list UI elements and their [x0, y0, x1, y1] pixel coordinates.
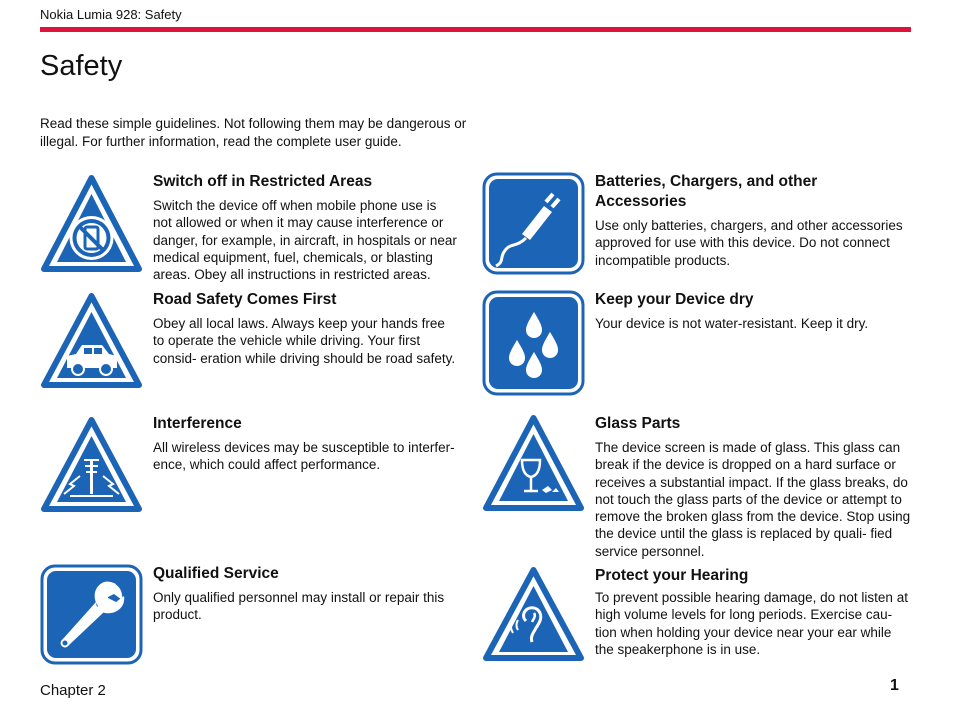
- charger-plug-icon: [482, 172, 585, 275]
- antenna-interference-icon: [40, 414, 143, 514]
- section-title: Batteries, Chargers, and other Accessories: [595, 173, 818, 210]
- section-restricted-areas: [40, 172, 470, 287]
- section-title: Interference: [153, 415, 242, 432]
- footer-chapter: Chapter 2: [40, 682, 106, 699]
- section-batteries: [482, 172, 912, 282]
- header-title: Nokia Lumia 928: Safety: [40, 7, 182, 22]
- section-body: The device screen is made of glass. This glass can break if the device is dropped on a hard surface or receives a substantial impact. If the glass breaks, do not touch the glass parts of the device or attempt to remove the broken glass from the device. Stop using the device until the glass is replaced by quali- fied service personnel.: [595, 440, 911, 559]
- ear-icon: [482, 566, 585, 664]
- section-title: Keep your Device dry: [595, 291, 754, 308]
- intro-text: Read these simple guidelines. Not following them may be dangerous or illegal. For further information, read the complete user guide.: [40, 116, 467, 149]
- section-title: Qualified Service: [153, 565, 279, 582]
- section-body: Use only batteries, chargers, and other accessories approved for use with this device. Do not connect incompatible products.: [595, 218, 903, 268]
- section-keep-dry: [482, 290, 912, 400]
- broken-glass-icon: [482, 414, 585, 514]
- red-rule: [40, 27, 911, 32]
- section-title: Road Safety Comes First: [153, 291, 337, 308]
- water-drops-icon: [482, 290, 585, 396]
- section-title: Glass Parts: [595, 415, 681, 432]
- page-title: Safety: [40, 50, 123, 82]
- section-body: All wireless devices may be susceptible to interfer- ence, which could affect performance.: [153, 440, 455, 473]
- section-body: Obey all local laws. Always keep your hands free to operate the vehicle while driving. Your first consid- eration while driving should be road safety.: [153, 316, 456, 366]
- wrench-icon: [40, 564, 143, 665]
- section-glass-parts: [482, 414, 912, 564]
- section-title: Switch off in Restricted Areas: [153, 173, 373, 190]
- section-body: Switch the device off when mobile phone use is not allowed or when it may cause interference or danger, for example, in aircraft, in hospitals or near medical equipment, fuel, chemicals, or blasting areas. Obey all instructions in restricted areas.: [153, 198, 457, 283]
- section-body: To prevent possible hearing damage, do not listen at high volume levels for long periods. Exercise cau- tion when holding your device near your ear while the speakerphone is in use.: [595, 590, 908, 657]
- section-hearing: [482, 566, 912, 666]
- section-interference: [40, 414, 470, 514]
- section-body: Your device is not water-resistant. Keep it dry.: [595, 316, 869, 331]
- section-road-safety: [40, 290, 470, 390]
- section-qualified-service: [40, 564, 470, 669]
- page-number: 1: [890, 677, 899, 694]
- car-icon: [40, 290, 143, 390]
- no-phone-icon: [40, 172, 143, 272]
- section-body: Only qualified personnel may install or repair this product.: [153, 590, 445, 623]
- section-title: Protect your Hearing: [595, 567, 749, 584]
